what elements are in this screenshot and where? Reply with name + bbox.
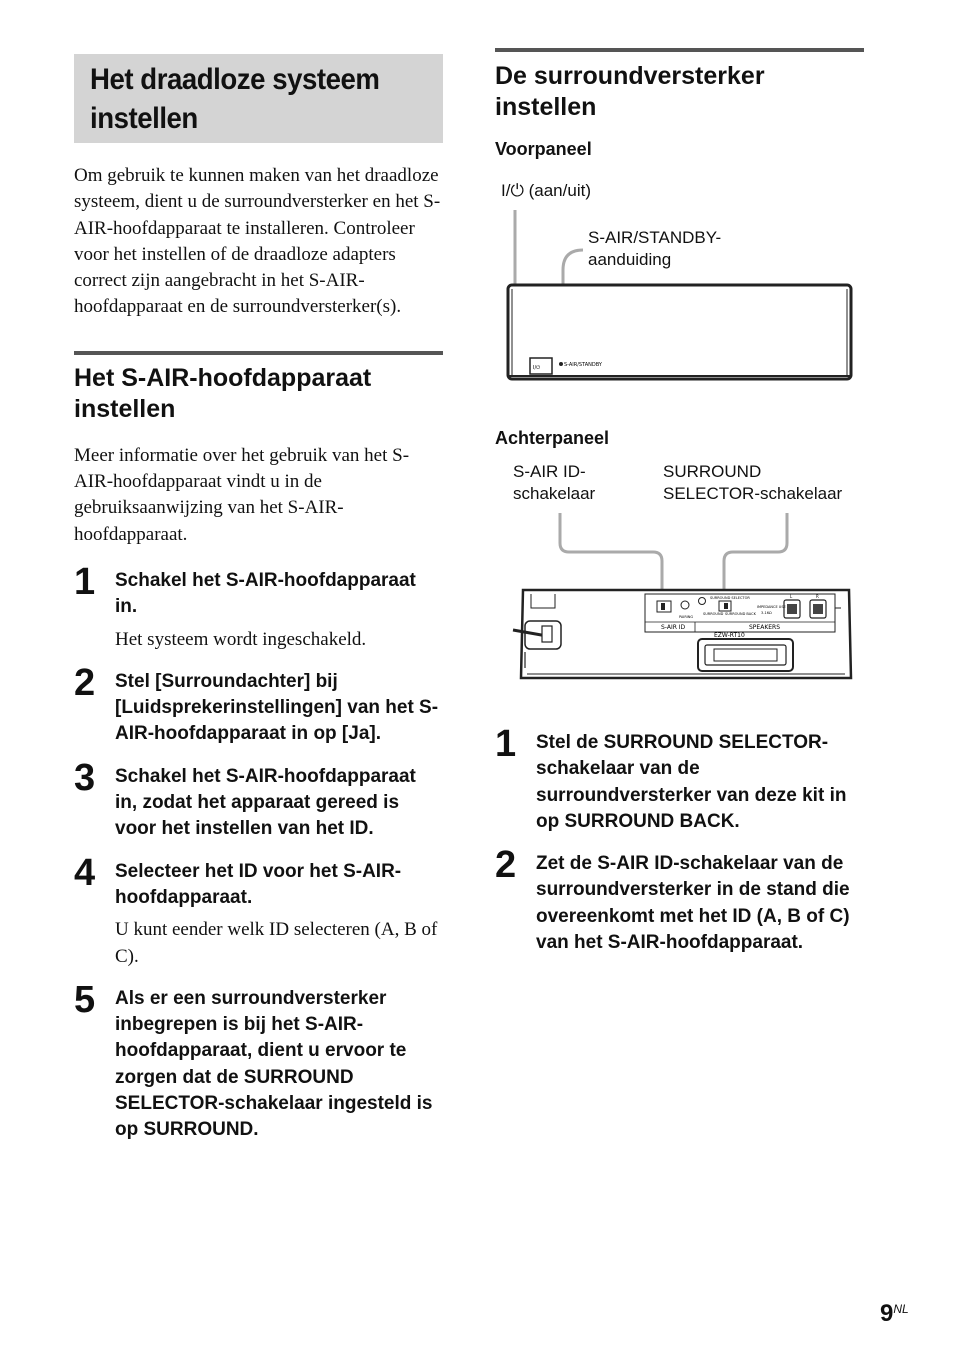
step-text: Stel [Surroundachter] bij [Luidsprekerinstellingen] van het S-AIR-hoofdapparaat in op [Ja].	[115, 670, 439, 745]
standby-text: S-AIR/STANDBY	[564, 362, 602, 368]
step-5	[74, 978, 443, 1144]
step-text: Schakel het S-AIR-hoofdapparaat in, zodat het apparaat gereed is voor het instellen van het ID.	[115, 765, 416, 840]
said-text: S-AIR ID	[661, 624, 686, 631]
step-text: Selecteer het ID voor het S-AIR-hoofdapparaat.	[115, 860, 402, 908]
step-text: Stel de SURROUND SELECTOR-schakelaar van de surroundversterker van deze kit in op SURROUND BACK.	[536, 732, 847, 832]
page-lang: NL	[893, 1302, 909, 1316]
step-text: Zet de S-AIR ID-schakelaar van de surroundversterker in de stand die overeenkomt met het ID (A, B of C) van het S-AIR-hoofdapparaat.	[536, 853, 850, 954]
left-column	[74, 54, 443, 1144]
step-number: 2	[74, 661, 96, 704]
step-right-1	[495, 723, 864, 835]
front-panel-drawing	[495, 175, 864, 390]
selector-label-1: SURROUND	[663, 462, 762, 481]
power-label: I/⏻ (aan/uit)	[501, 181, 591, 200]
page-number	[880, 1300, 909, 1328]
selector-label-2: SELECTOR-schakelaar	[663, 484, 843, 503]
page-title: Het draadloze systeem instellen	[90, 62, 380, 135]
step-2	[74, 661, 443, 748]
step-text: Als er een surroundversterker inbegrepen is bij het S-AIR-hoofdapparaat, dient u ervoor te zorgen dat de SURROUND SELECTOR-schakelaar ingesteld is op SURROUND.	[115, 987, 433, 1141]
rear-panel-diagram	[495, 458, 864, 688]
step-text: Schakel het S-AIR-hoofdapparaat in.	[115, 569, 416, 618]
indicator-label-2: aanduiding	[588, 250, 672, 269]
model-text: EZW-RT10	[714, 632, 745, 639]
step-number: 2	[495, 844, 517, 887]
pairing-text: PAIRING	[679, 615, 694, 619]
id-switch-label-2: schakelaar	[513, 484, 596, 503]
indicator-label-1: S-AIR/STANDBY-	[588, 228, 722, 247]
page-number-value: 9	[880, 1300, 894, 1327]
step-note: Het systeem wordt ingeschakeld.	[115, 628, 367, 650]
section-title-surround: De surroundversterker instellen	[495, 62, 765, 121]
intro-paragraph: Om gebruik te kunnen maken van het draadloze systeem, dient u de surroundversterker en het S-AIR-hoofdapparaat te installeren. Controleer voor het instellen of de draadloze adapters correct zijn aangebracht in het S-AIR-hoofdapparaat en de surroundversterker(s).	[74, 165, 441, 318]
r-text: R	[816, 594, 819, 599]
step-number: 5	[74, 978, 96, 1021]
step-number: 1	[74, 560, 96, 603]
impedance-text: IMPEDANCE USE	[757, 605, 786, 609]
pairing-button	[681, 601, 689, 609]
l-text: L	[790, 594, 793, 599]
speakers-text: SPEAKERS	[749, 624, 781, 631]
section-rule	[74, 351, 443, 355]
step-1	[74, 560, 443, 653]
step-3	[74, 756, 443, 843]
step-number: 4	[74, 851, 96, 894]
page-title-box	[74, 54, 443, 143]
surround-text: SURROUND	[703, 612, 724, 616]
right-steps	[495, 723, 864, 956]
section-rule	[495, 48, 864, 52]
section-title-sair: Het S-AIR-hoofdapparaat instellen	[74, 363, 372, 423]
standby-led	[559, 362, 563, 366]
surround-back-text: SURROUND BACK	[725, 612, 756, 616]
front-panel-diagram	[495, 175, 864, 390]
step-number: 1	[495, 723, 517, 765]
front-panel-heading: Voorpaneel	[495, 139, 592, 159]
rear-panel-drawing	[495, 458, 864, 688]
step-number: 3	[74, 756, 96, 799]
svg-text:I/⏻: I/⏻	[533, 365, 541, 371]
section-intro: Meer informatie over het gebruik van het S-AIR-hoofdapparaat vindt u in de gebruiksaanwijzing van het S-AIR-hoofdapparaat.	[74, 444, 410, 545]
step-4	[74, 851, 443, 970]
ohm-text: 3-16Ω	[761, 611, 772, 615]
surround-selector-text: SURROUND SELECTOR	[710, 596, 750, 600]
step-note: U kunt eender welk ID selecteren (A, B of C).	[115, 919, 438, 967]
right-column	[495, 48, 864, 160]
id-switch-label-1: S-AIR ID-	[513, 462, 586, 481]
step-right-2	[495, 844, 864, 956]
rear-panel-heading: Achterpaneel	[495, 428, 610, 448]
